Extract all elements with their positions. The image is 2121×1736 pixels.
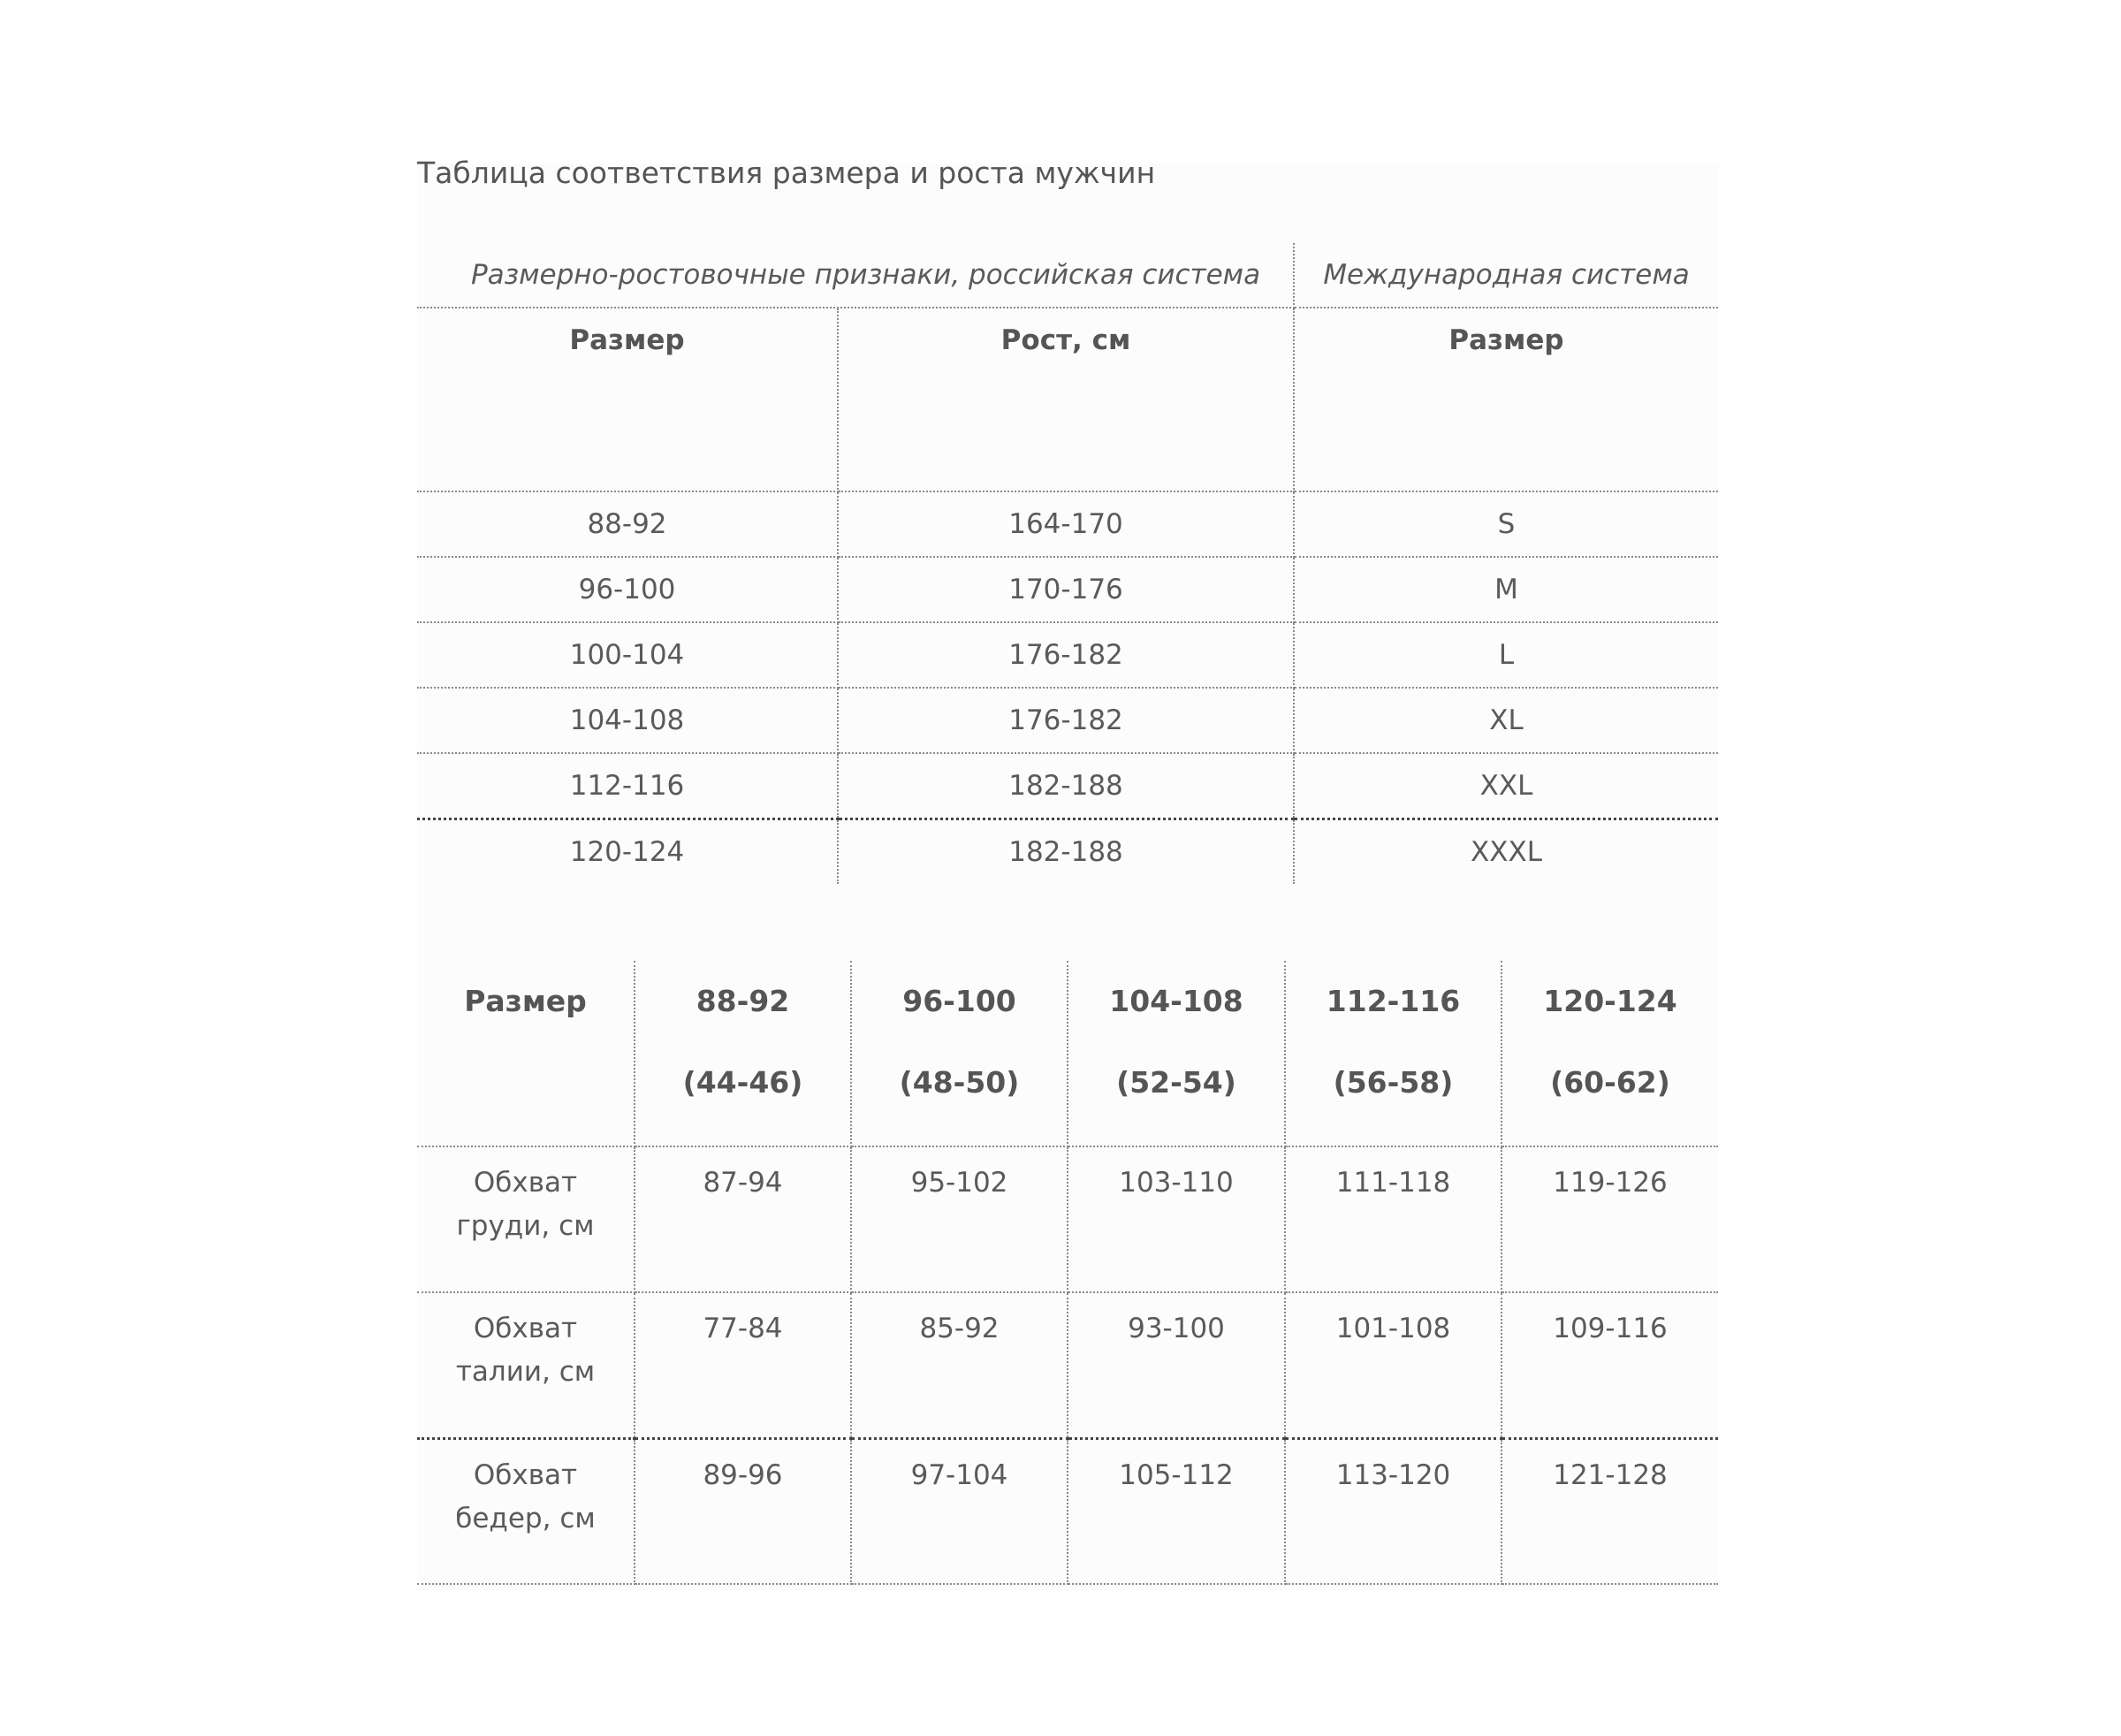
international-size-cell: XL bbox=[1294, 688, 1718, 753]
table-row bbox=[417, 753, 1718, 819]
header-height: Рост, см bbox=[838, 308, 1294, 491]
hip-girth-row bbox=[417, 1438, 1718, 1584]
header-size: Размер bbox=[417, 308, 838, 491]
russian-size: (60-62) bbox=[1550, 1065, 1670, 1100]
page-title: Таблица соответствия размера и роста мужчин bbox=[417, 156, 1156, 190]
measurement-label-line: Обхват bbox=[473, 1313, 578, 1344]
size-column-header bbox=[851, 961, 1068, 1146]
measurement-label bbox=[417, 1292, 635, 1438]
header-international-size: Размер bbox=[1294, 308, 1718, 491]
international-size-cell: XXXL bbox=[1471, 836, 1542, 868]
russian-size: (44-46) bbox=[682, 1065, 803, 1100]
size-cell: 112-116 bbox=[417, 753, 838, 819]
measurement-cell: 113-120 bbox=[1285, 1438, 1501, 1584]
size-column-header bbox=[1068, 961, 1285, 1146]
russian-system-category: Размерно-ростовочные признаки, российская система bbox=[417, 243, 1294, 308]
size-column-header bbox=[1501, 961, 1718, 1146]
table-row bbox=[417, 819, 1718, 885]
measurement-label-line: Обхват bbox=[473, 1167, 578, 1199]
measurement-label-line: талии, см bbox=[455, 1356, 596, 1388]
size-cell: 104-108 bbox=[417, 688, 838, 753]
measurement-cell: 87-94 bbox=[635, 1146, 851, 1292]
measurement-cell: 111-118 bbox=[1285, 1146, 1501, 1292]
international-size-cell: L bbox=[1294, 622, 1718, 688]
size-column-header bbox=[1285, 961, 1501, 1146]
header-size-label: Размер bbox=[417, 961, 635, 1146]
system-category-row bbox=[417, 243, 1718, 308]
international-system-category: Международная система bbox=[1294, 243, 1718, 308]
measurement-label bbox=[417, 1146, 635, 1292]
measurement-cell: 103-110 bbox=[1068, 1146, 1285, 1292]
table-header-row bbox=[417, 961, 1718, 1146]
size-height-table bbox=[417, 243, 1718, 884]
size-range: 88-92 bbox=[696, 984, 790, 1018]
measurement-cell: 121-128 bbox=[1501, 1438, 1718, 1584]
measurement-label-line: груди, см bbox=[456, 1210, 595, 1242]
measurement-label-line: бедер, см bbox=[455, 1502, 596, 1534]
table-header-row bbox=[417, 308, 1718, 491]
height-cell: 176-182 bbox=[838, 688, 1294, 753]
measurement-cell: 85-92 bbox=[851, 1292, 1068, 1438]
size-range: 96-100 bbox=[902, 984, 1016, 1018]
russian-size: (52-54) bbox=[1116, 1065, 1236, 1100]
size-range: 120-124 bbox=[1543, 984, 1677, 1018]
body-measurements-table bbox=[417, 961, 1718, 1585]
international-size-cell: XXL bbox=[1294, 753, 1718, 819]
russian-size: (48-50) bbox=[899, 1065, 1020, 1100]
measurement-cell: 119-126 bbox=[1501, 1146, 1718, 1292]
size-cell: 96-100 bbox=[417, 557, 838, 622]
measurement-label-line: Обхват bbox=[473, 1458, 578, 1491]
russian-size: (56-58) bbox=[1333, 1065, 1454, 1100]
size-cell: 100-104 bbox=[417, 622, 838, 688]
size-range: 104-108 bbox=[1109, 984, 1243, 1018]
size-column-header bbox=[635, 961, 851, 1146]
chest-girth-row bbox=[417, 1146, 1718, 1292]
table-row bbox=[417, 557, 1718, 622]
table-row bbox=[417, 491, 1718, 557]
international-size-cell: M bbox=[1294, 557, 1718, 622]
table-row bbox=[417, 622, 1718, 688]
table-row bbox=[417, 688, 1718, 753]
measurement-cell: 89-96 bbox=[635, 1438, 851, 1584]
measurement-cell: 109-116 bbox=[1501, 1292, 1718, 1438]
size-cell: 88-92 bbox=[417, 491, 838, 557]
height-cell: 182-188 bbox=[838, 819, 1294, 885]
size-cell: 120-124 bbox=[417, 819, 838, 885]
measurement-cell: 105-112 bbox=[1068, 1438, 1285, 1584]
measurement-cell: 93-100 bbox=[1068, 1292, 1285, 1438]
height-cell: 176-182 bbox=[838, 622, 1294, 688]
measurement-cell: 95-102 bbox=[851, 1146, 1068, 1292]
international-size-cell: S bbox=[1294, 491, 1718, 557]
height-cell: 182-188 bbox=[838, 753, 1294, 819]
measurement-cell: 77-84 bbox=[635, 1292, 851, 1438]
measurement-cell: 97-104 bbox=[851, 1438, 1068, 1584]
height-cell: 164-170 bbox=[838, 491, 1294, 557]
size-range: 112-116 bbox=[1326, 984, 1461, 1018]
measurement-cell: 101-108 bbox=[1285, 1292, 1501, 1438]
measurement-label bbox=[417, 1438, 635, 1584]
waist-girth-row bbox=[417, 1292, 1718, 1438]
height-cell: 170-176 bbox=[838, 557, 1294, 622]
